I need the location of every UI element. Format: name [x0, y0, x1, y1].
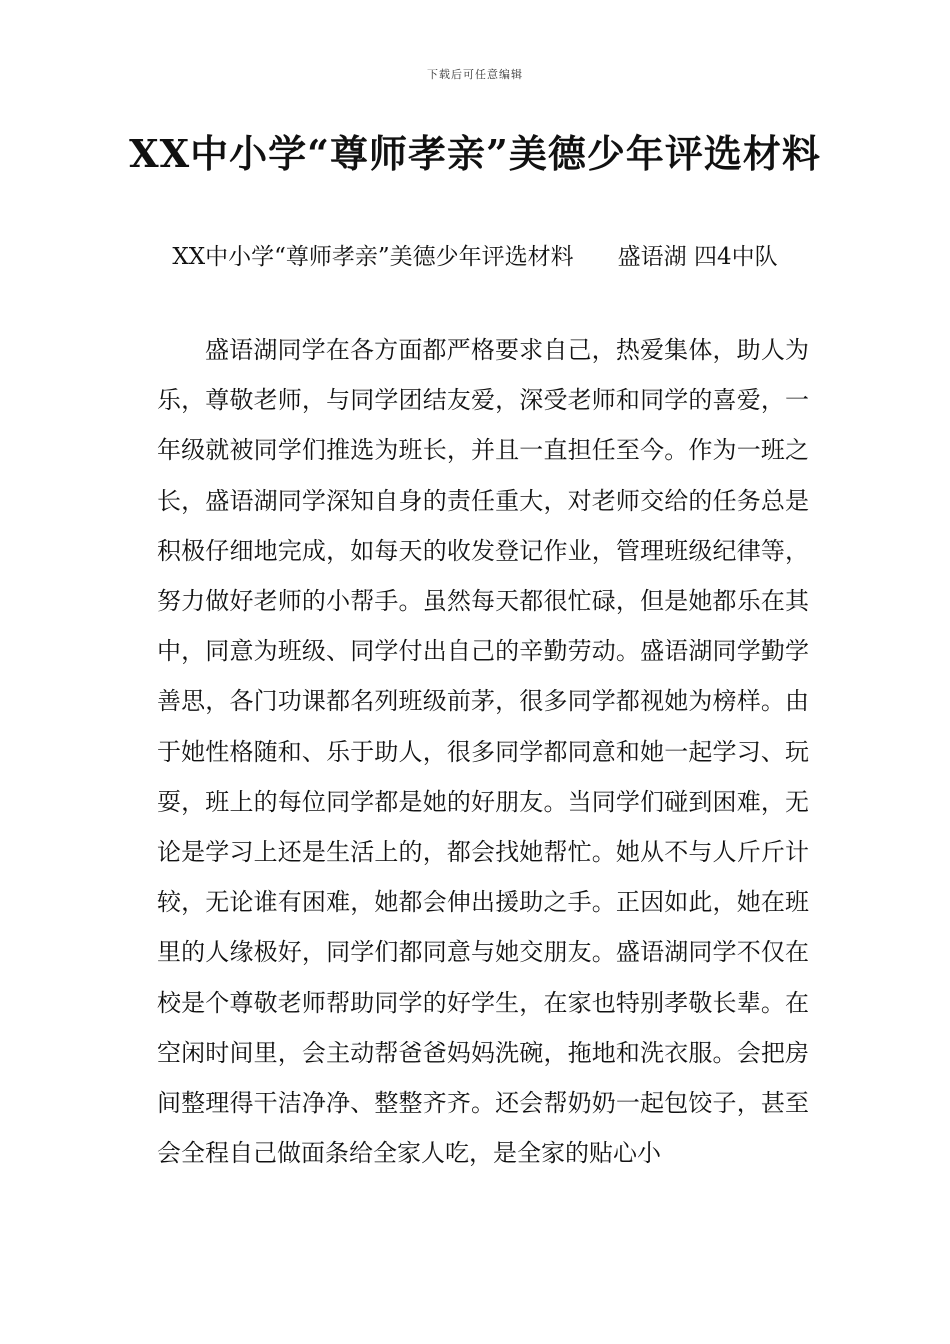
document-title: XX中小学“尊师孝亲”美德少年评选材料	[129, 131, 821, 176]
subtitle-class: 四4中队	[693, 244, 778, 270]
subtitle-main: XX中小学“尊师孝亲”美德少年评选材料	[172, 244, 574, 270]
document-subtitle	[140, 232, 810, 282]
subtitle-name: 盛语湖	[617, 244, 687, 270]
body-paragraph: 盛语湖同学在各方面都严格要求自己，热爱集体，助人为乐，尊敬老师，与同学团结友爱，深受老师和同学的喜爱，一年级就被同学们推选为班长，并且一直担任至今。作为一班之长，盛语湖同学深知自身的责任重大，对老师交给的任务总是积极仔细地完成，如每天的收发登记作业，管理班级纪律等，努力做好老师的小帮手。虽然每天都很忙碌，但是她都乐在其中，同意为班级、同学付出自己的辛勤劳动。盛语湖同学勤学善思，各门功课都名列班级前茅，很多同学都视她为榜样。由于她性格随和、乐于助人，很多同学都同意和她一起学习、玩耍，班上的每位同学都是她的好朋友。当同学们碰到困难，无论是学习上还是生活上的，都会找她帮忙。她从不与人斤斤计较，无论谁有困难，她都会伸出援助之手。正因如此，她在班里的人缘极好，同学们都同意与她交朋友。盛语湖同学不仅在校是个尊敬老师帮助同学的好学生，在家也特别孝敬长辈。在空闲时间里，会主动帮爸爸妈妈洗碗，拖地和洗衣服。会把房间整理得干洁净净、整整齐齐。还会帮奶奶一起包饺子，甚至会全程自己做面条给全家人吃，是全家的贴心小	[157, 336, 809, 1168]
header-note: 下载后可任意编辑	[427, 68, 523, 81]
